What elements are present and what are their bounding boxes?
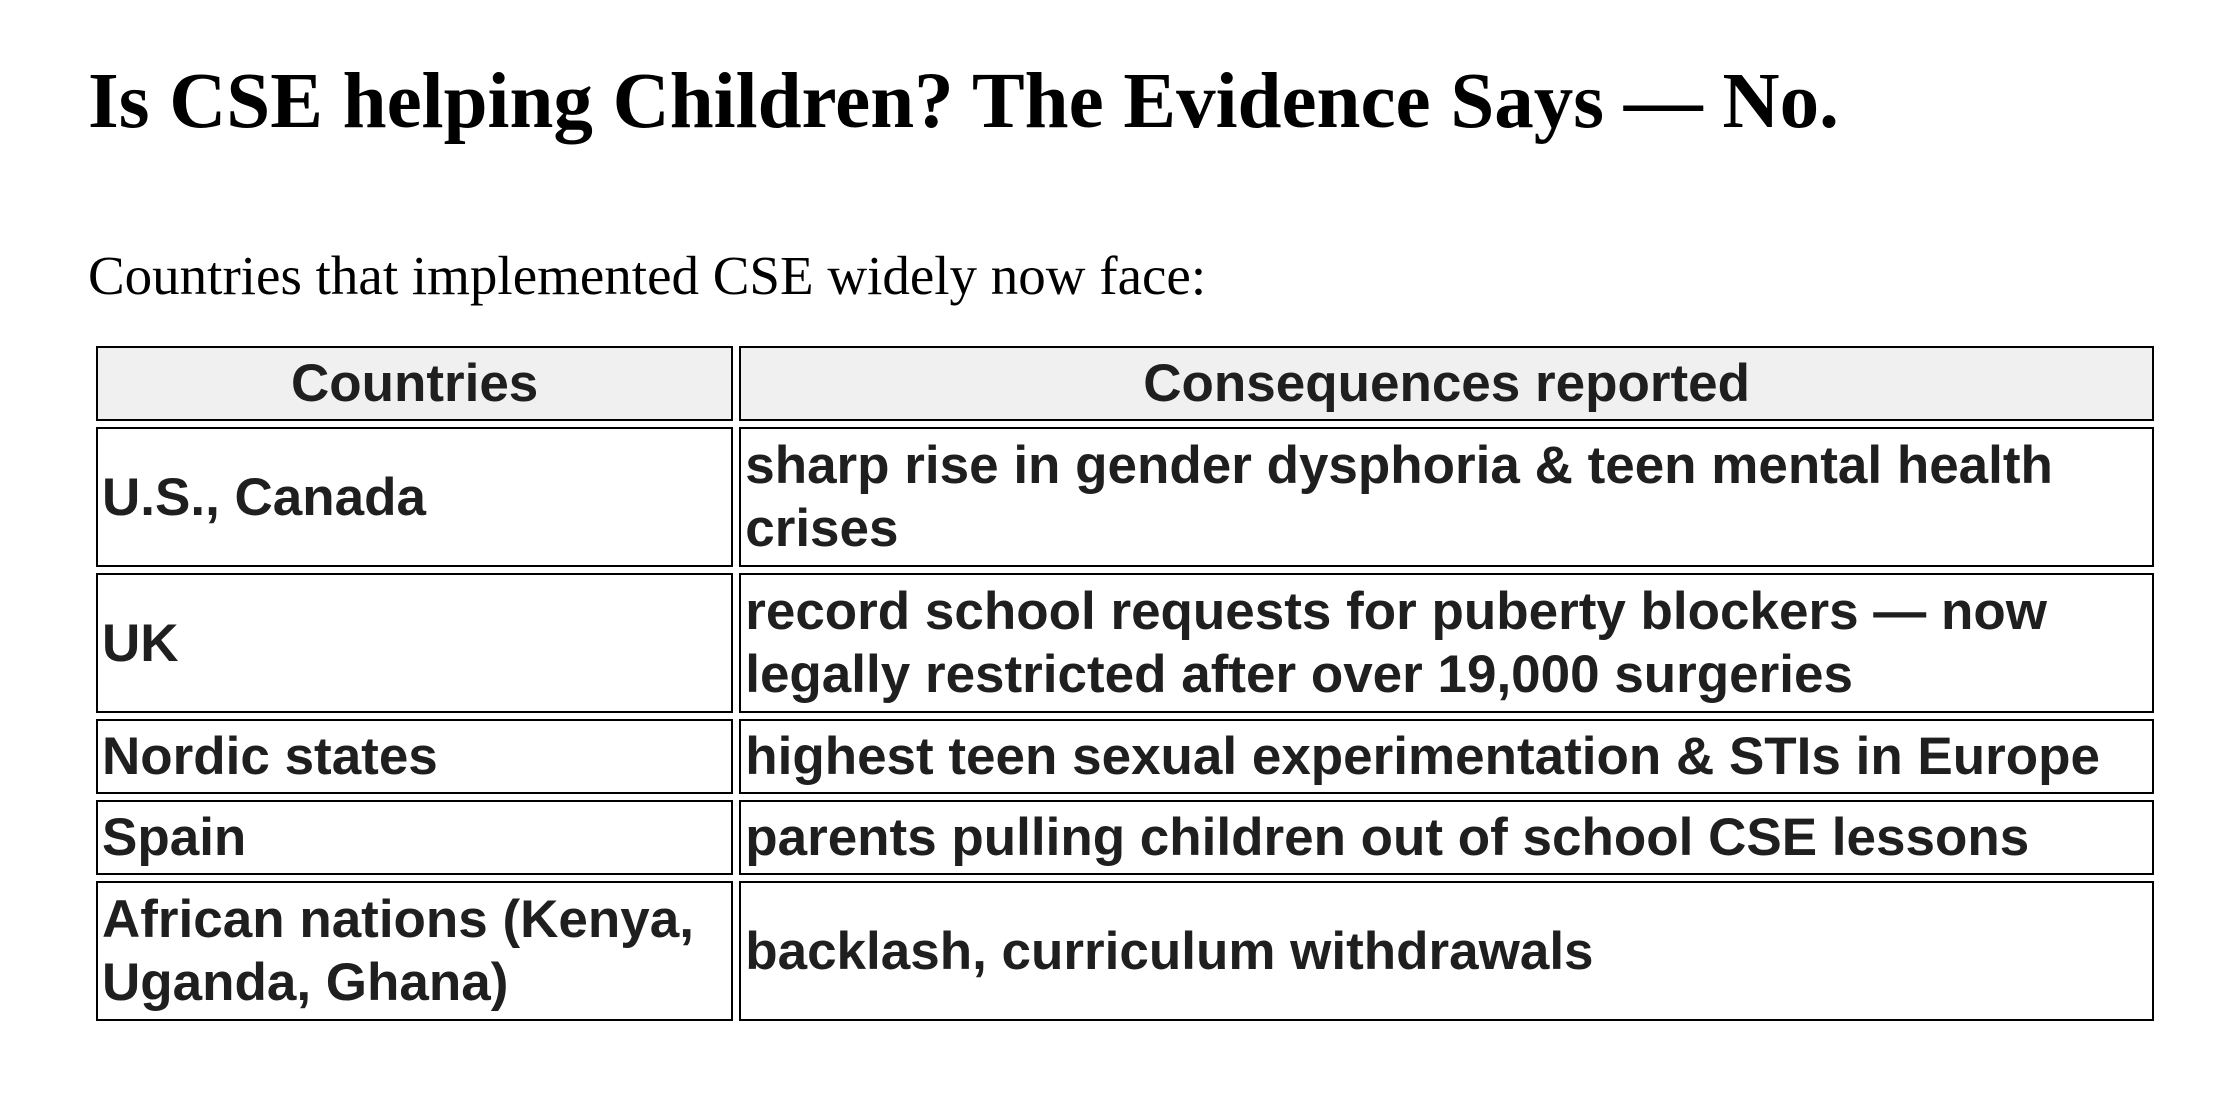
table-row [96, 881, 2154, 1021]
country-cell: U.S., Canada [96, 427, 733, 567]
table-row [96, 800, 2154, 875]
consequence-cell: sharp rise in gender dysphoria & teen mental health crises [739, 427, 2154, 567]
table-row [96, 573, 2154, 713]
page-title: Is CSE helping Children? The Evidence Says — No. [88, 58, 1839, 145]
consequence-cell: record school requests for puberty blockers — now legally restricted after over 19,000 surgeries [739, 573, 2154, 713]
consequence-cell: parents pulling children out of school CSE lessons [739, 800, 2154, 875]
article [88, 0, 2168, 1012]
country-cell: Spain [96, 800, 733, 875]
column-header-countries: Countries [96, 346, 733, 421]
consequence-cell: backlash, curriculum withdrawals [739, 881, 2154, 1021]
table-header-row [96, 346, 2154, 421]
consequence-cell: highest teen sexual experimentation & STIs in Europe [739, 719, 2154, 794]
table-row [96, 719, 2154, 794]
column-header-consequences: Consequences reported [739, 346, 2154, 421]
table-row [96, 427, 2154, 567]
country-cell: African nations (Kenya, Uganda, Ghana) [96, 881, 733, 1021]
intro-text: Countries that implemented CSE widely now face: [88, 245, 1207, 306]
country-cell: Nordic states [96, 719, 733, 794]
country-cell: UK [96, 573, 733, 713]
consequences-table [90, 340, 2160, 1027]
